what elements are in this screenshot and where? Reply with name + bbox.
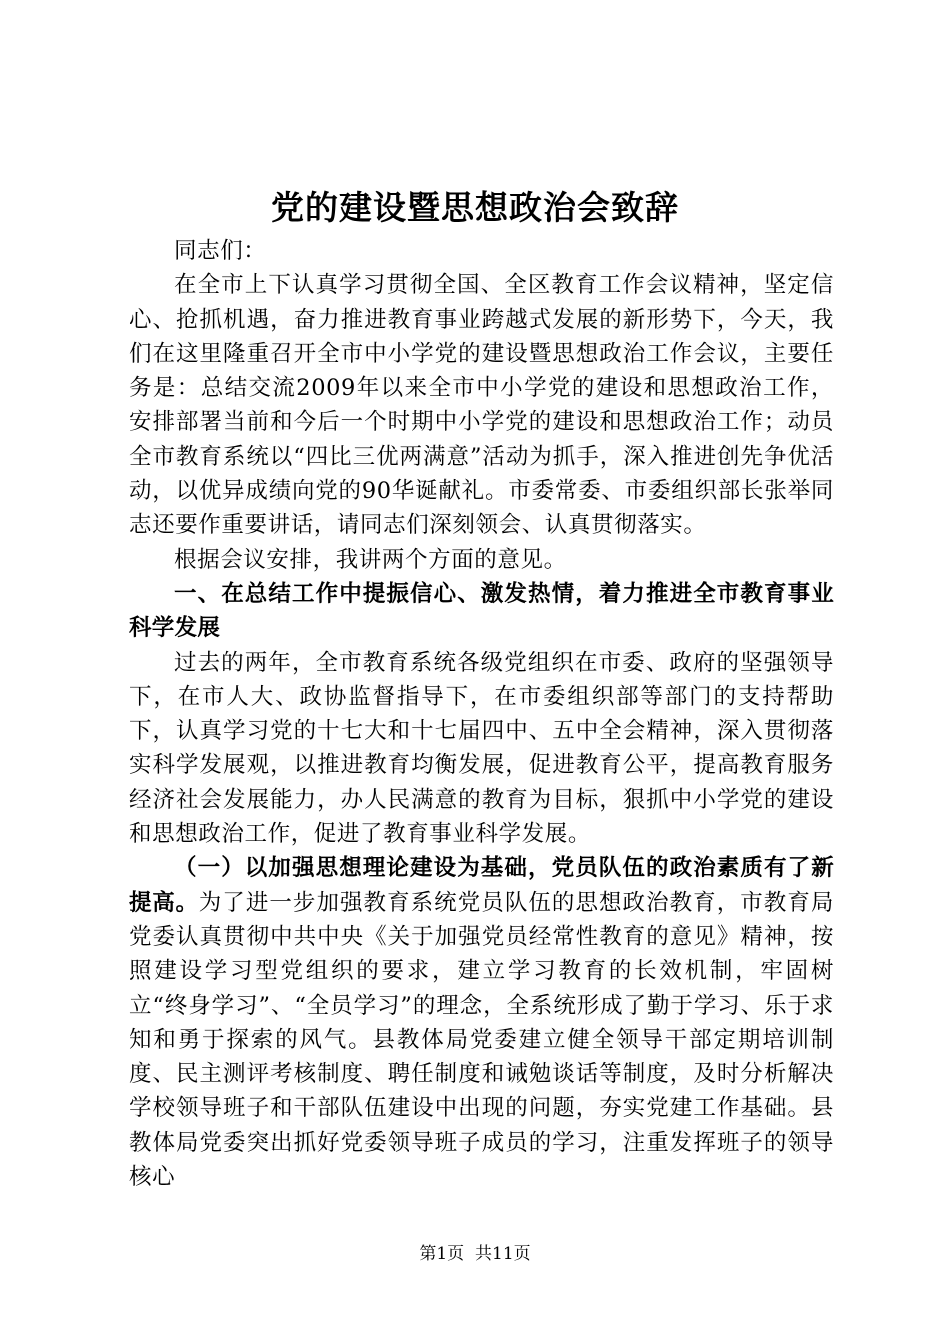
page-total: 共11页 xyxy=(475,1244,531,1264)
paragraph-arrangement: 根据会议安排，我讲两个方面的意见。 xyxy=(174,546,567,573)
subsection-1-body: 为了进一步加强教育系统党员队伍的思想政治教育，市教育局党委认真贯彻中共中央《关于加强党员经常性教育的意见》精神，按照建设学习型党组织的要求，建立学习教育的长效机制，牢固树立“终身学习”、“全员学习”的理念，全系统形成了勤于学习、乐于求知和勇于探索的风气。县教体局党委建立健全领导干部定期培训制度、民主测评考核制度、聘任制度和诫勉谈话等制度，及时分析解决学校领导班子和干部队伍建设中出现的问题，夯实党建工作基础。县教体局党委突出抓好党委领导班子成员的学习，注重发挥班子的领导核心 xyxy=(129,889,834,1191)
section-heading-1: 一、在总结工作中提振信心、激发热情，着力推进全市教育事业科学发展 xyxy=(129,580,834,642)
paragraph-review: 过去的两年，全市教育系统各级党组织在市委、政府的坚强领导下，在市人大、政协监督指导下，在市委组织部等部门的支持帮助下，认真学习党的十七大和十七届四中、五中全会精神，深入贯彻落实科学发展观，以推进教育均衡发展，促进教育公平，提高教育服务经济社会发展能力，办人民满意的教育为目标，狠抓中小学党的建设和思想政治工作，促进了教育事业科学发展。 xyxy=(129,649,834,848)
paragraph-intro: 在全市上下认真学习贯彻全国、全区教育工作会议精神，坚定信心、抢抓机遇，奋力推进教育事业跨越式发展的新形势下，今天，我们在这里隆重召开全市中小学党的建设暨思想政治工作会议，主要任务是：总结交流2009年以来全市中小学党的建设和思想政治工作，安排部署当前和今后一个时期中小学党的建设和思想政治工作；动员全市教育系统以“四比三优两满意”活动为抓手，深入推进创先争优活动，以优异成绩向党的90华诞献礼。市委常委、市委组织部长张举同志还要作重要讲话，请同志们深刻领会、认真贯彻落实。 xyxy=(129,272,834,539)
salutation: 同志们： xyxy=(174,238,267,264)
document-body xyxy=(129,234,834,1194)
page-number: 第1页 xyxy=(419,1244,465,1264)
subsection-heading-1: （一）以加强思想理论建设为基础，党员队伍的政治素质有了新提高。 xyxy=(129,855,834,916)
paragraph-subsection-1 xyxy=(129,851,834,1194)
document-title: 党的建设暨思想政治会致辞 xyxy=(271,188,679,227)
page-footer xyxy=(0,1243,950,1265)
